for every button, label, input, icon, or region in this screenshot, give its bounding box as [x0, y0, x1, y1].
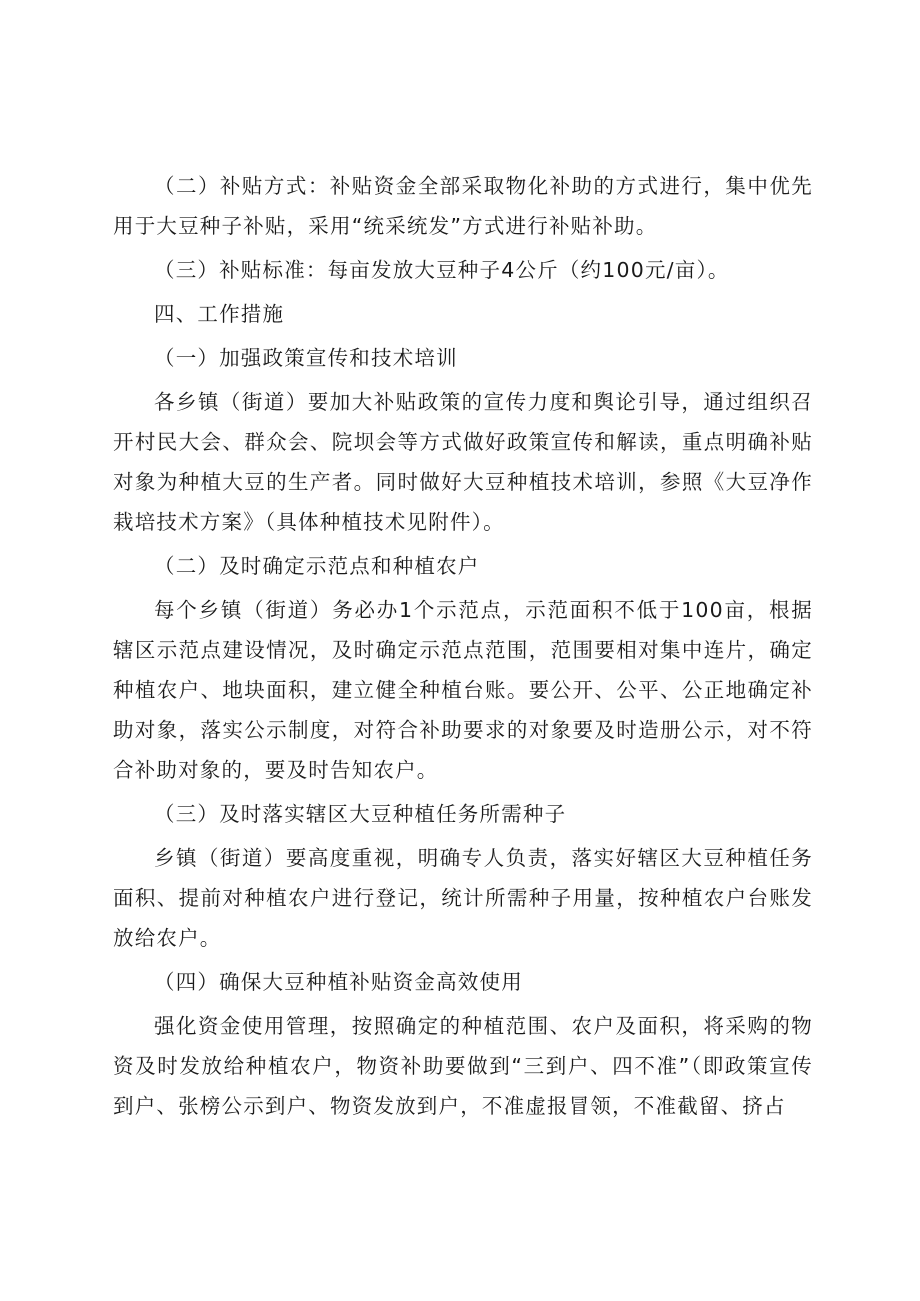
- paragraph-subsidy-standard: （三）补贴标准：每亩发放大豆种子4公斤（约100元/亩）。: [154, 258, 730, 282]
- paragraph-demo-sites: 每个乡镇（街道）务必办1个示范点，示范面积不低于100亩，根据辖区示范点建设情况，及时确定示范点范围，范围要相对集中连片，确定种植农户、地块面积，建立健全种植台账。要公开、公平、公正地确定补助对象，落实公示制度，对符合补助要求的对象要及时造册公示，对不符合补助对象的，要及时告知农户。: [113, 598, 813, 782]
- subheading-seed-supply: （三）及时落实辖区大豆种植任务所需种子: [154, 802, 567, 826]
- subheading-demo-sites: （二）及时确定示范点和种植农户: [154, 554, 480, 578]
- paragraph-fund-use: 强化资金使用管理，按照确定的种植范围、农户及面积，将采购的物资及时发放给种植农户，物资补助要做到“三到户、四不准”（即政策宣传到户、张榜公示到户、物资发放到户，不准虚报冒领，不准截留、挤占: [113, 1014, 813, 1118]
- subheading-fund-use: （四）确保大豆种植补贴资金高效使用: [154, 970, 523, 994]
- paragraph-policy-publicity: 各乡镇（街道）要加大补贴政策的宣传力度和舆论引导，通过组织召开村民大会、群众会、院坝会等方式做好政策宣传和解读，重点明确补贴对象为种植大豆的生产者。同时做好大豆种植技术培训，参照《大豆净作栽培技术方案》（具体种植技术见附件）。: [113, 390, 813, 534]
- subheading-policy-publicity: （一）加强政策宣传和技术培训: [154, 346, 458, 370]
- section-heading-work-measures: 四、工作措施: [154, 302, 285, 326]
- paragraph-subsidy-method: （二）补贴方式：补贴资金全部采取物化补助的方式进行，集中优先用于大豆种子补贴，采用“统采统发”方式进行补贴补助。: [113, 174, 813, 238]
- document-body: [113, 166, 813, 1126]
- paragraph-seed-supply: 乡镇（街道）要高度重视，明确专人负责，落实好辖区大豆种植任务面积、提前对种植农户进行登记，统计所需种子用量，按种植农户台账发放给农户。: [113, 846, 813, 950]
